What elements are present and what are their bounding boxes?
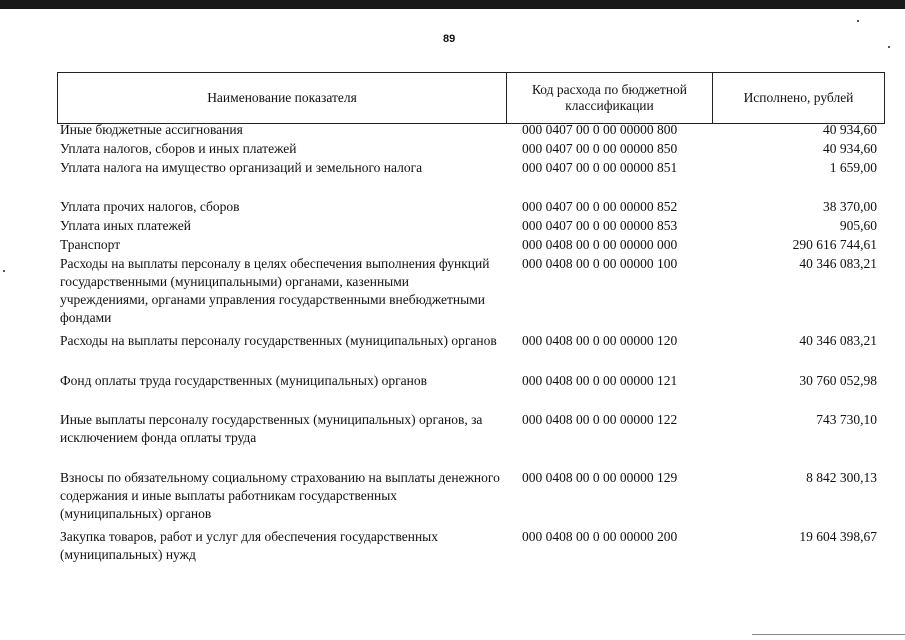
row-name: Транспорт (60, 237, 121, 252)
row-amount: 290 616 744,61 (792, 237, 877, 252)
row-code: 000 0407 00 0 00 00000 852 (522, 199, 678, 214)
row-code: 000 0407 00 0 00 00000 800 (522, 122, 678, 137)
row-amount: 40 346 083,21 (799, 256, 877, 271)
column-header-name: Наименование показателя (58, 73, 507, 123)
scan-speck (888, 46, 890, 48)
page-number: 89 (443, 33, 456, 45)
row-code: 000 0408 00 0 00 00000 000 (522, 237, 678, 252)
row-code: 000 0408 00 0 00 00000 120 (522, 333, 678, 348)
row-code: 000 0408 00 0 00 00000 200 (522, 529, 678, 544)
row-name: Уплата налога на имущество организаций и земельного налога (60, 160, 423, 175)
row-code: 000 0407 00 0 00 00000 851 (522, 160, 678, 175)
row-code: 000 0408 00 0 00 00000 121 (522, 373, 678, 388)
row-name: Уплата иных платежей (60, 218, 191, 233)
row-name: Взносы по обязательному социальному страхованию на выплаты денежного содержания и иные выплаты работникам государственных (муниципальных) органов (60, 470, 500, 521)
row-name: Расходы на выплаты персоналу в целях обеспечения выполнения функций государственными (муниципальными) органами, казенными учреждениями, органами управления государственными внебюджетными фондами (60, 256, 490, 325)
row-amount: 40 346 083,21 (799, 333, 877, 348)
row-name: Закупка товаров, работ и услуг для обеспечения государственных (муниципальных) нужд (60, 529, 439, 562)
scan-bottom-line (752, 634, 905, 635)
row-amount: 30 760 052,98 (799, 373, 877, 388)
column-header-amount: Исполнено, рублей (743, 90, 854, 105)
scan-speck (857, 20, 859, 22)
row-amount: 40 934,60 (823, 122, 877, 137)
row-code: 000 0408 00 0 00 00000 129 (522, 470, 678, 485)
row-name: Уплата прочих налогов, сборов (60, 199, 240, 214)
row-amount: 40 934,60 (823, 141, 877, 156)
column-header-code: Код расхода по бюджетной классификации (507, 73, 713, 123)
row-name: Фонд оплаты труда государственных (муниципальных) органов (60, 373, 427, 388)
row-amount: 905,60 (839, 218, 877, 233)
row-name: Иные выплаты персоналу государственных (муниципальных) органов, за исключением фонда оплаты труда (60, 412, 483, 445)
row-name: Иные бюджетные ассигнования (60, 122, 243, 137)
row-amount: 8 842 300,13 (806, 470, 877, 485)
row-code: 000 0408 00 0 00 00000 100 (522, 256, 678, 271)
row-code: 000 0408 00 0 00 00000 122 (522, 412, 678, 427)
row-amount: 19 604 398,67 (799, 529, 877, 544)
row-name: Расходы на выплаты персоналу государственных (муниципальных) органов (60, 333, 497, 348)
scan-top-border (0, 0, 905, 9)
row-amount: 743 730,10 (816, 412, 877, 427)
row-name: Уплата налогов, сборов и иных платежей (60, 141, 297, 156)
scan-speck (3, 270, 5, 272)
row-code: 000 0407 00 0 00 00000 853 (522, 218, 678, 233)
row-code: 000 0407 00 0 00 00000 850 (522, 141, 678, 156)
table-header (57, 72, 885, 124)
row-amount: 38 370,00 (823, 199, 877, 214)
row-amount: 1 659,00 (829, 160, 877, 175)
